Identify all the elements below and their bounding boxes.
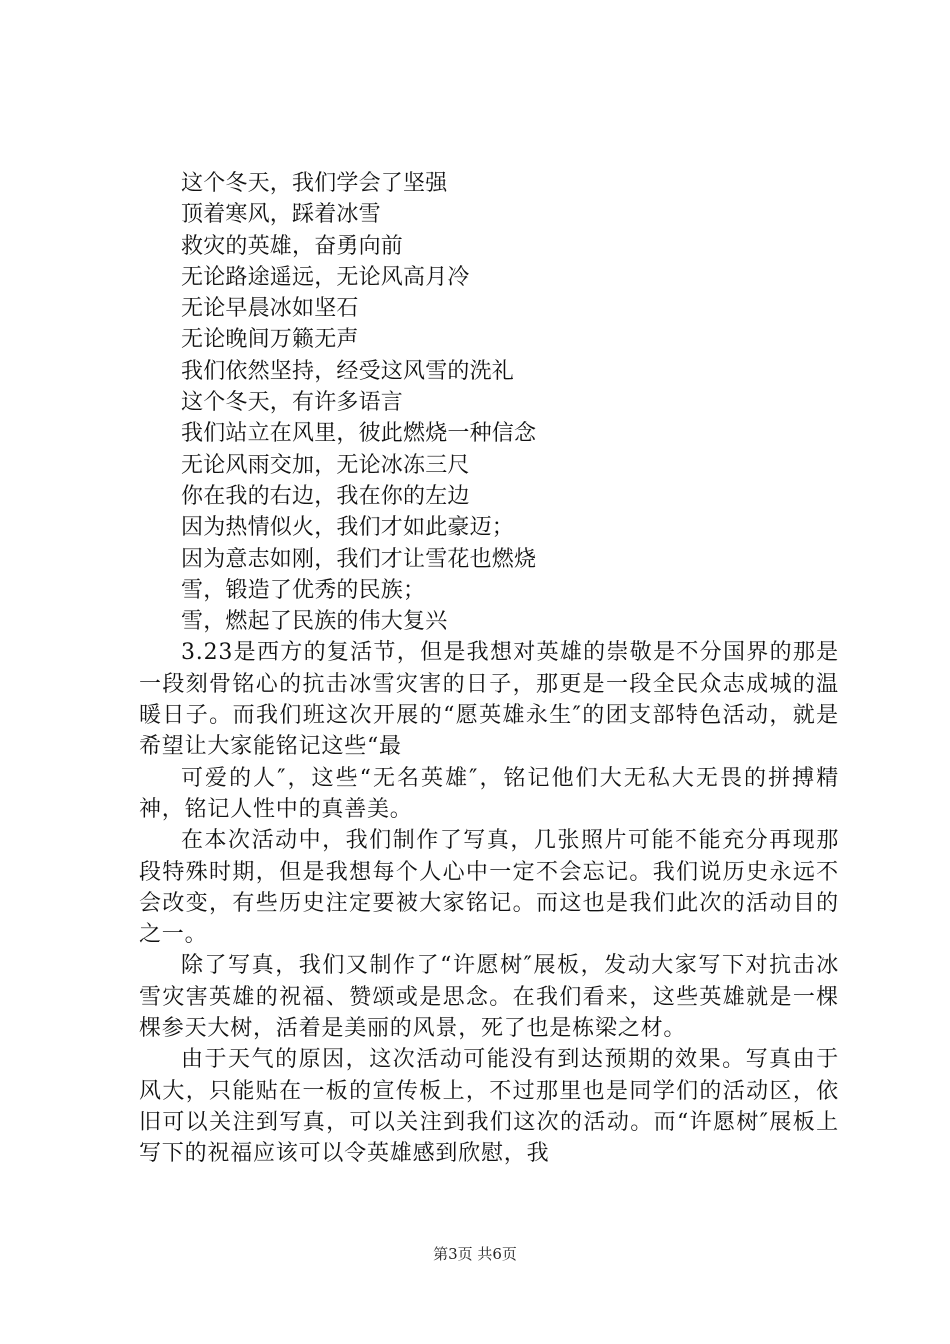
- poem-line: 因为意志如刚，我们才让雪花也燃烧: [181, 546, 537, 572]
- poem-line: 顶着寒风，踩着冰雪: [181, 202, 381, 228]
- prose: [139, 637, 839, 1169]
- poem-line: 这个冬天，有许多语言: [181, 390, 404, 416]
- poem-line: 我们依然坚持，经受这风雪的洗礼: [181, 358, 515, 384]
- paragraph: 除了写真，我们又制作了“许愿树″展板，发动大家写下对抗击冰雪灾害英雄的祝福、赞颂或是思念。在我们看来，这些英雄就是一棵棵参天大树，活着是美丽的风景，死了也是栋梁之材。: [139, 953, 839, 1042]
- poem-line: 无论早晨冰如坚石: [181, 296, 359, 322]
- poem: [139, 168, 839, 637]
- document-body: [139, 168, 839, 1170]
- paragraph: 在本次活动中，我们制作了写真，几张照片可能不能充分再现那段特殊时期，但是我想每个人心中一定不会忘记。我们说历史永远不会改变，有些历史注定要被大家铭记。而这也是我们此次的活动目的之一。: [139, 828, 839, 948]
- paragraph: 可爱的人″，这些“无名英雄″，铭记他们大无私大无畏的拼搏精神，铭记人性中的真善美。: [139, 765, 839, 822]
- poem-line: 雪，锻造了优秀的民族；: [181, 577, 426, 603]
- paragraph: 3.23是西方的复活节，但是我想对英雄的崇敬是不分国界的那是一段刻骨铭心的抗击冰雪灾害的日子，那更是一段全民众志成城的温暖日子。而我们班这次开展的“愿英雄永生″的团支部特色活动，就是希望让大家能铭记这些“最: [139, 640, 839, 760]
- poem-line: 你在我的右边，我在你的左边: [181, 483, 470, 509]
- poem-line: 因为热情似火，我们才如此豪迈；: [181, 515, 515, 541]
- poem-line: 雪，燃起了民族的伟大复兴: [181, 609, 448, 635]
- poem-line: 无论风雨交加，无论冰冻三尺: [181, 452, 470, 478]
- paragraph: 由于天气的原因，这次活动可能没有到达预期的效果。写真由于风大，只能贴在一板的宣传板上，不过那里也是同学们的活动区，依旧可以关注到写真，可以关注到我们这次的活动。而“许愿树″展板上写下的祝福应该可以令英雄感到欣慰，我: [139, 1047, 839, 1167]
- poem-line: 无论晚间万籁无声: [181, 327, 359, 353]
- poem-line: 我们站立在风里，彼此燃烧一种信念: [181, 421, 537, 447]
- poem-line: 无论路途遥远，无论风高月冷: [181, 264, 470, 290]
- poem-line: 这个冬天，我们学会了坚强: [181, 171, 448, 196]
- poem-line: 救灾的英雄，奋勇向前: [181, 233, 404, 259]
- page-number: 第3页 共6页: [433, 1245, 517, 1263]
